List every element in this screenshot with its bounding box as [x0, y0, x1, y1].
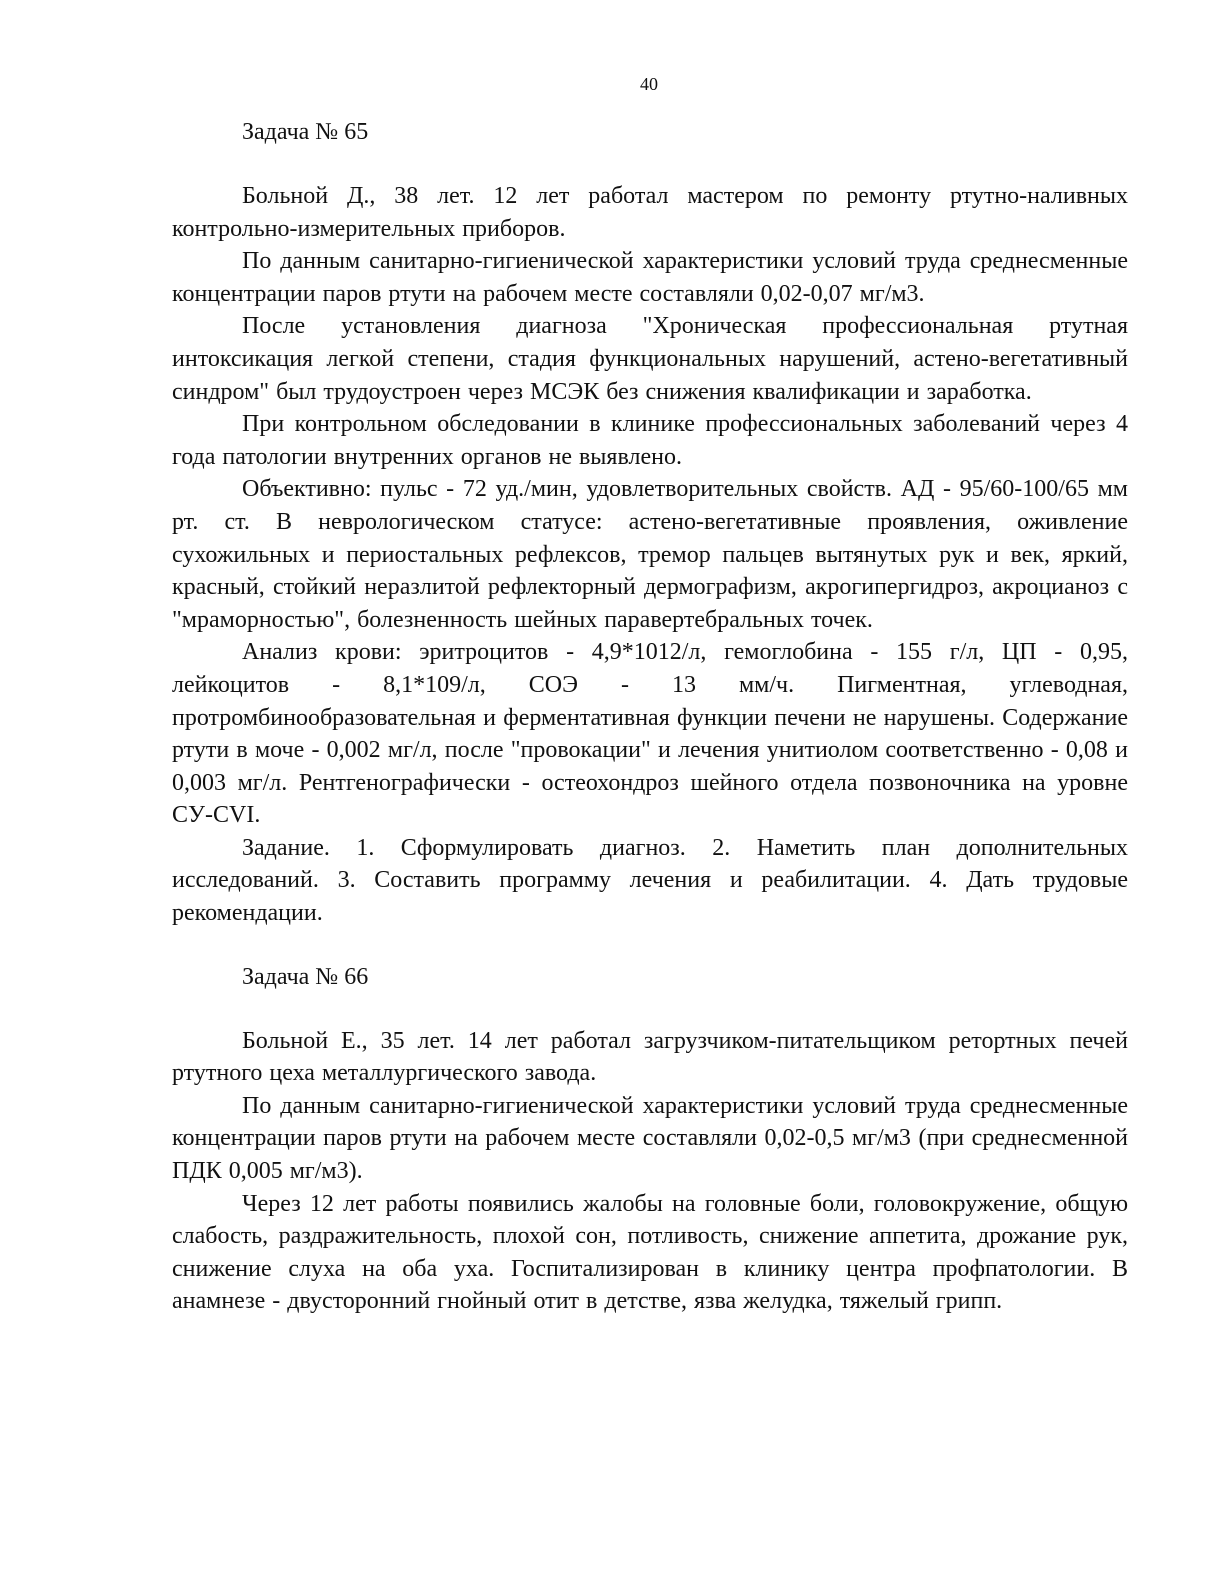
task-title: Задача № 65: [242, 119, 369, 145]
task-paragraph: При контрольном обследовании в клинике профессиональных заболеваний через 4 года патологии внутренних органов не выявлено.: [172, 411, 1128, 470]
task-paragraph: Анализ крови: эритроцитов - 4,9*1012/л, гемоглобина - 155 г/л, ЦП - 0,95, лейкоцитов - 8,1*109/л, СОЭ - 13 мм/ч. Пигментная, углеводная, протромбинообразовательная и ферментативная функции печени не нарушены. Содержание ртути в моче - 0,002 мг/л, после "провокации" и лечения унитиолом соответственно - 0,08 и 0,003 мг/л. Рентгенографически - остеохондроз шейного отдела позвоночника на уровне CУ-CVI.: [172, 639, 1128, 829]
task-paragraph: Через 12 лет работы появились жалобы на головные боли, головокружение, общую слабость, раздражительность, плохой сон, потливость, снижение аппетита, дрожание рук, снижение слуха на оба уха. Госпитализирован в клинику центра профпатологии. В анамнезе - двусторонний гнойный отит в детстве, язва желудка, тяжелый грипп.: [172, 1190, 1128, 1315]
task-paragraph: По данным санитарно-гигиенической характеристики условий труда среднесменные концентрации паров ртути на рабочем месте составляли 0,02-0,07 мг/м3.: [172, 248, 1128, 307]
task-assignment: Задание. 1. Сформулировать диагноз. 2. Наметить план дополнительных исследований. 3. Составить программу лечения и реабилитации. 4. Дать трудовые рекомендации.: [172, 834, 1128, 927]
document-body: [172, 116, 1128, 1318]
page-number: 40: [640, 74, 658, 94]
task-65: [172, 116, 1128, 930]
task-paragraph: Больной Д., 38 лет. 12 лет работал мастером по ремонту ртутно-наливных контрольно-измерительных приборов.: [172, 183, 1128, 242]
task-paragraph: Больной Е., 35 лет. 14 лет работал загрузчиком-питательщиком ретортных печей ртутного цеха металлургического завода.: [172, 1027, 1128, 1087]
task-66: [172, 961, 1128, 1318]
task-paragraph: После установления диагноза "Хроническая профессиональная ртутная интоксикация легкой степени, стадия функциональных нарушений, астено-вегетативный синдром" был трудоустроен через МСЭК без снижения квалификации и заработка.: [172, 313, 1128, 405]
task-title: Задача № 66: [242, 963, 369, 990]
task-paragraph: По данным санитарно-гигиенической характеристики условий труда среднесменные концентрации паров ртути на рабочем месте составляли 0,02-0,5 мг/м3 (при среднесменной ПДК 0,005 мг/м3).: [172, 1092, 1128, 1185]
task-paragraph: Объективно: пульс - 72 уд./мин, удовлетворительных свойств. АД - 95/60-100/65 мм рт. ст. В неврологическом статусе: астено-вегетативные проявления, оживление сухожильных и периостальных рефлексов, тремор пальцев вытянутых рук и век, яркий, красный, стойкий неразлитой рефлекторный дермографизм, акрогипергидроз, акроцианоз с "мраморностью", болезненность шейных паравертебральных точек.: [172, 476, 1128, 633]
